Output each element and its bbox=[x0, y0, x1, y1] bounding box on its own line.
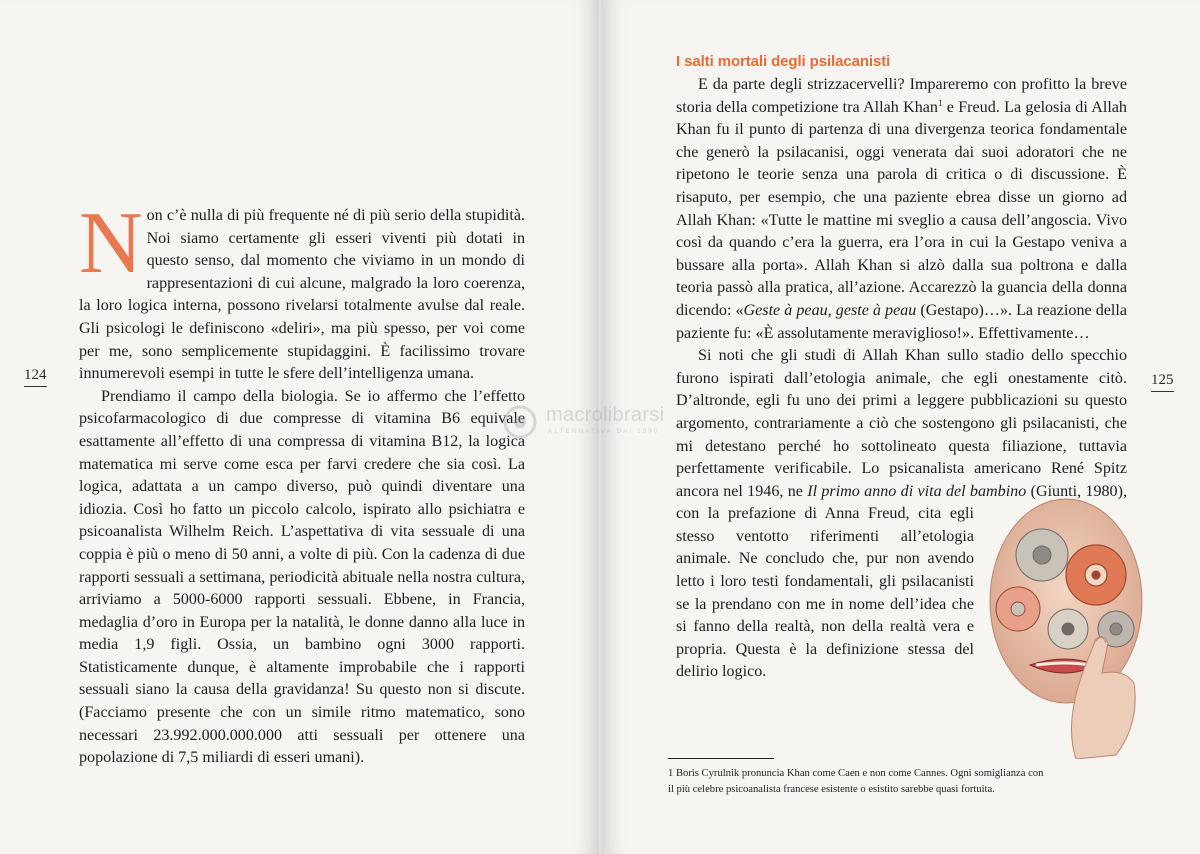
watermark-logo-icon bbox=[502, 404, 542, 440]
right-body-text bbox=[676, 74, 1127, 684]
footnote: 1 Boris Cyrulnik pronuncia Khan come Caen e non come Cannes. Ogni somiglianza con il più celebre psicoanalista francese esistente o esistito sarebbe quasi fortuita. bbox=[668, 768, 1044, 795]
right-p2-part-a: Si noti che gli studi di Allah Khan sullo stadio dello specchio furono ispirati dall’etologia animale, che egli onestamente citò. D’altronde, egli fu uno dei primi a leggere pubblicazioni su questo argomento, contrariamente a ciò che sostengono gli psilacanisti, che mi detestano perché ho sottolineato questa filiazione, tuttavia perfettamente verificabile. Lo psicanalista americano René Spitz ancora nel 1946, ne bbox=[676, 347, 1127, 500]
left-body-text bbox=[79, 195, 525, 770]
page-number-right: 125 bbox=[1151, 371, 1174, 392]
right-p2-italic: Il primo anno di vita del bambino bbox=[807, 482, 1027, 500]
footnote-rule bbox=[668, 758, 774, 759]
right-column bbox=[676, 52, 1127, 763]
right-p1-part-c: (Gestapo)…». La reazione della paziente fu: «È assolutamente meraviglioso!». Effettivamente… bbox=[676, 301, 1127, 342]
watermark bbox=[502, 404, 702, 440]
right-p1-italic: Geste à peau, geste à peau bbox=[743, 301, 917, 319]
right-p2-part-b: (Giunti, 1980), con la prefazione di Anna Freud, cita egli stesso ventotto riferimenti all’etologia animale. Ne concludo che, pur non avendo letto i loro testi fondamentali, gli psilacanisti se la prendano con me in nome dell’idea che si fanno della realtà, non della realtà vera e propria. Questa è la definizione stessa del delirio logico. bbox=[676, 482, 1127, 681]
right-paragraph-2 bbox=[676, 345, 1127, 684]
right-paragraph-1 bbox=[676, 74, 1127, 345]
watermark-tagline: ALTERNATIVA DAI 1990 bbox=[548, 428, 660, 435]
left-paragraph-1-text: on c’è nulla di più frequente né di più serio della stupidità. Noi siamo certamente gli esseri viventi più dotati in questo senso, dal momento che viviamo in un mondo di rappresentazioni di cui alcune, malgrado la loro coerenza, la loro logica interna, possono rivelarsi totalmente avulse dal reale. Gli psicologi le definiscono «deliri», ma più spesso, per voi come per me, sono semplicemente stupidaggini. È facilissimo trovare innumerevoli esempi in tutte le sfere dell’intelligenza umana. bbox=[79, 207, 525, 383]
section-heading: I salti mortali degli psilacanisti bbox=[676, 53, 891, 70]
drop-cap: N bbox=[79, 195, 143, 292]
left-paragraph-1 bbox=[79, 195, 525, 386]
footnote-ref[interactable]: 1 bbox=[937, 97, 943, 108]
gear-face-collage-icon bbox=[984, 483, 1146, 759]
watermark-brand: macrolibrarsi bbox=[546, 404, 665, 426]
right-p1-part-a: E da parte degli strizzacervelli? Impareremo con profitto la breve storia della competizione tra Allah Khan bbox=[676, 76, 1127, 116]
left-paragraph-2: Prendiamo il campo della biologia. Se io affermo che l’effetto psicofarmacologico di due compresse di vitamina B6 equivale esattamente all’effetto di una compressa di vitamina B12, la logica matematica mi serve come esca per farvi credere che sia così. La logica, adattata a un campo diverso, può quindi diventare una idiozia. Così ho fatto un piccolo calcolo, ispirato allo psichiatra e psicoanalista Wilhelm Reich. L’aspettativa di vita sessuale di una coppia è più o meno di 50 anni, a volte di più. Con la cadenza di due rapporti sessuali a settimana, periodicità abituale nella nostra cultura, arriviamo a 5000-6000 rapporti sessuali. Ebbene, in Francia, medaglia d’oro in Europa per la natalità, le donne danno alla luce in media 1,9 figli. Ossia, un bambino ogni 3000 rapporti. Statisticamente dunque, è altamente improbabile che i rapporti sessuali siano la causa della gravidanza! Su questo non si discute. (Facciamo presente che con un simile ritmo matematico, sono necessari 23.992.000.000.000 atti sessuali per ottenere una popolazione di 7,5 miliardi di esseri umani). bbox=[79, 387, 525, 767]
right-p1-part-b: e Freud. La gelosia di Allah Khan fu il punto di partenza di una divergenza teorica fondamentale che generò la psilacanisi, oggi venerata dai suoi adoratori che ne ripetono le teorie senza una parola di critica o di discussione. È risaputo, per esempio, che una paziente ebrea disse un giorno ad Allah Khan: «Tutte le mattine mi sveglio a causa dell’angoscia. Vivo così da quando c’era la guerra, era l’ora in cui la Gestapo veniva a bussare alla porta». Allah Khan si alzò dalla sua poltrona e dalla teoria passò alla pratica, all’azione. Accarezzò la guancia della donna dicendo: « bbox=[676, 98, 1127, 319]
page-number-left: 124 bbox=[24, 366, 47, 387]
